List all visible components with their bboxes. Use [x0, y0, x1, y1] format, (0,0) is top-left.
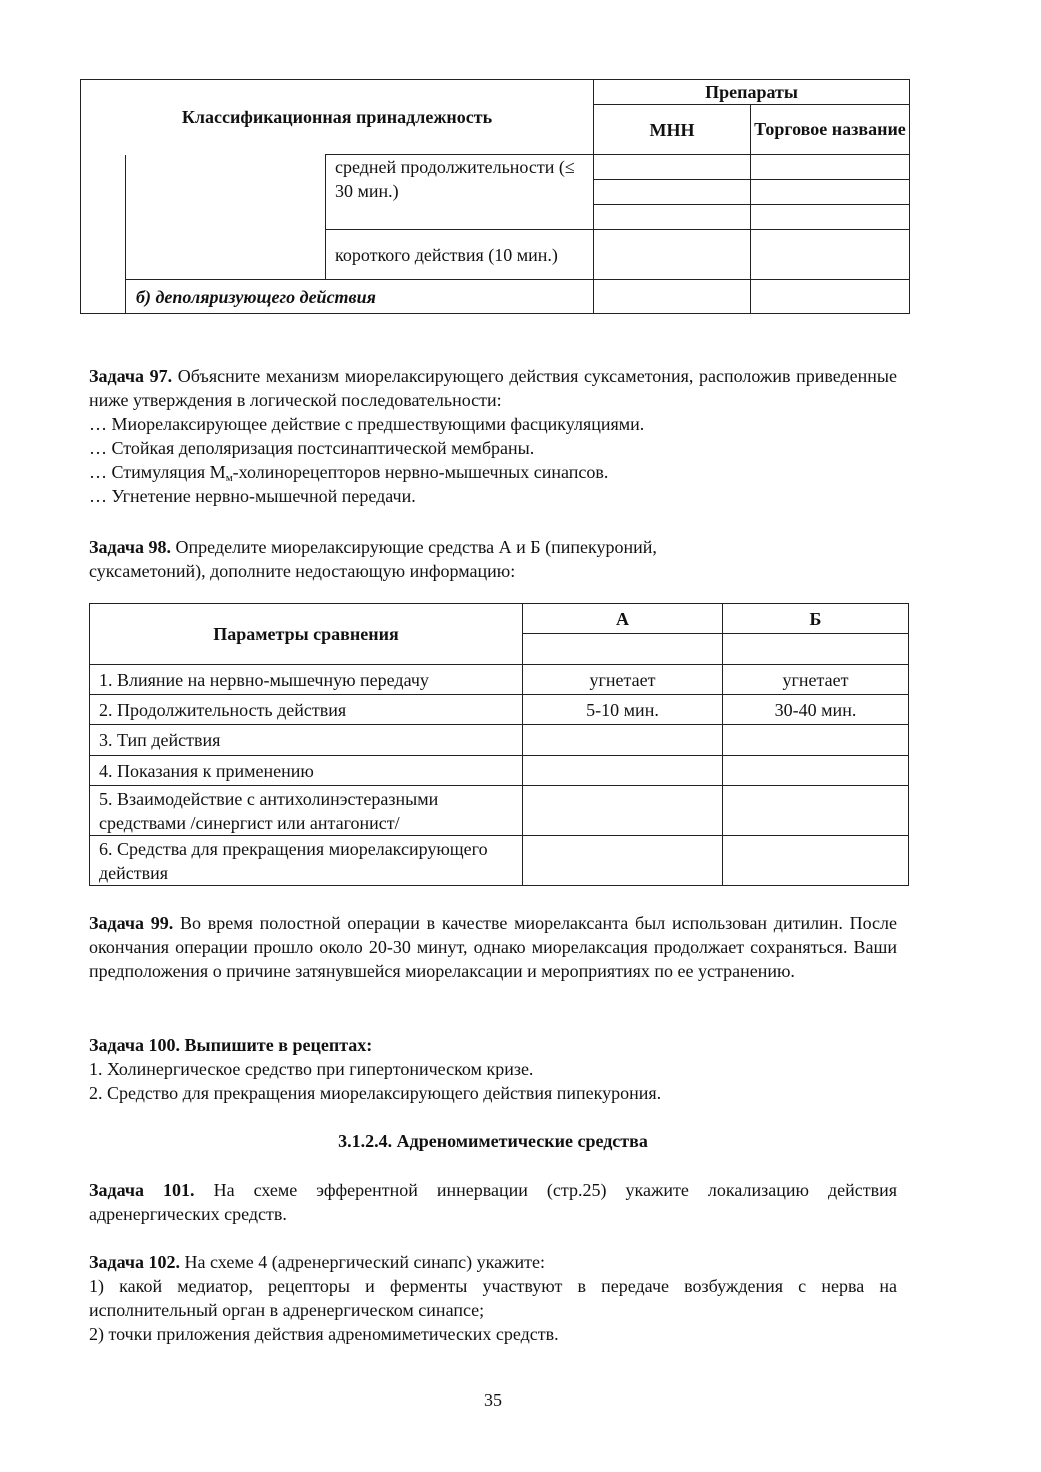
task-98-text-line2: суксаметоний), дополните недостающую информацию:	[89, 561, 516, 581]
task-99-text: Во время полостной операции в качестве миорелаксанта был использован дитилин. После окончания операции прошло около 20-30 минут, однако миорелаксация продолжает сохраняться. Ваши предположения о причине затянувшейся миорелаксации и мероприятиях по ее устранению.	[89, 913, 897, 981]
row-short-acting: короткого действия (10 мин.)	[326, 230, 594, 280]
table-row-a	[523, 756, 723, 786]
table-row-param: 5. Взаимодействие с антихолинэстеразными средствами /синергист или антагонист/	[90, 786, 523, 836]
table-row-param: 4. Показания к применению	[90, 756, 523, 786]
cell-empty	[523, 634, 723, 665]
task-102-label: Задача 102.	[89, 1252, 181, 1272]
table-row-a	[523, 836, 723, 886]
header-params: Параметры сравнения	[90, 604, 523, 665]
table-row-param: 1. Влияние на нервно-мышечную передачу	[90, 665, 523, 695]
task-101-text: На схеме эфферентной иннервации (стр.25) укажите локализацию действия адренергических средств.	[89, 1180, 897, 1224]
cell-empty	[594, 280, 751, 314]
cell-empty	[751, 280, 910, 314]
comparison-table	[89, 603, 909, 886]
cell-empty	[594, 230, 751, 280]
task-97-item-2: … Стойкая деполяризация постсинаптической мембраны.	[89, 438, 535, 458]
row-medium-duration: средней продолжительности (≤ 30 мин.)	[326, 155, 594, 230]
page-number: 35	[484, 1390, 502, 1410]
header-drugs: Препараты	[594, 80, 910, 105]
header-col-a: А	[523, 604, 723, 634]
task-97-item-1: … Миорелаксирующее действие с предшествующими фасцикуляциями.	[89, 414, 645, 434]
task-97-text: Объясните механизм миорелаксирующего действия суксаметония, расположив приведенные ниже утверждения в логической последовательности:	[89, 366, 897, 410]
header-col-b: Б	[723, 604, 909, 634]
task-98-label: Задача 98.	[89, 537, 172, 557]
table-row-param: 2. Продолжительность действия	[90, 695, 523, 725]
task-99-label: Задача 99.	[89, 913, 174, 933]
left-margin-cell	[81, 155, 126, 314]
task-99	[89, 911, 897, 983]
subscript-m: м	[225, 472, 233, 484]
table-row-b	[723, 725, 909, 756]
cell-empty	[751, 180, 910, 205]
task-97-item-3-text: … Стимуляция М	[89, 462, 226, 482]
task-97-label: Задача 97.	[89, 366, 173, 386]
cell-empty	[751, 205, 910, 230]
table-row-b: 30-40 мин.	[723, 695, 909, 725]
header-classification: Классификационная принадлежность	[81, 80, 594, 155]
row-depolarizing: б) деполяризующего действия	[126, 280, 594, 314]
task-101-label: Задача 101.	[89, 1180, 195, 1200]
table-row-b	[723, 786, 909, 836]
table-row-b: угнетает	[723, 665, 909, 695]
table-row-param: 3. Тип действия	[90, 725, 523, 756]
task-102	[89, 1250, 897, 1274]
cell-empty	[751, 155, 910, 180]
cell-empty	[594, 205, 751, 230]
header-trade-name: Торговое название	[751, 105, 910, 155]
section-title: 3.1.2.4. Адреномиметические средства	[338, 1131, 648, 1151]
spacer-cell	[126, 155, 326, 280]
task-97-item-3-rest: -холинорецепторов нервно-мышечных синапсов.	[232, 462, 609, 482]
table-row-a: угнетает	[523, 665, 723, 695]
task-101	[89, 1178, 897, 1226]
task-100-item-1: 1. Холинергическое средство при гипертоническом кризе.	[89, 1059, 534, 1079]
task-102-item-1: 1) какой медиатор, рецепторы и ферменты участвуют в передаче возбуждения с нерва на исполнительный орган в адренергическом синапсе;	[89, 1276, 897, 1320]
table-row-a: 5-10 мин.	[523, 695, 723, 725]
task-102-item-2: 2) точки приложения действия адреномиметических средств.	[89, 1324, 559, 1344]
table-row-a	[523, 725, 723, 756]
task-97-item-4: … Угнетение нервно-мышечной передачи.	[89, 486, 416, 506]
task-100-item-2: 2. Средство для прекращения миорелаксирующего действия пипекурония.	[89, 1083, 662, 1103]
cell-empty	[751, 230, 910, 280]
task-98-text-line1: Определите миорелаксирующие средства А и Б (пипекуроний,	[175, 537, 657, 557]
table-row-b	[723, 836, 909, 886]
table-row-a	[523, 786, 723, 836]
cell-empty	[594, 155, 751, 180]
task-97	[89, 364, 897, 412]
task-100-label	[89, 1033, 897, 1057]
task-102-text: На схеме 4 (адренергический синапс) укажите:	[184, 1252, 545, 1272]
table-row-b	[723, 756, 909, 786]
table-row-param: 6. Средства для прекращения миорелаксирующего действия	[90, 836, 523, 886]
task-100-heading: Задача 100. Выпишите в рецептах:	[89, 1035, 373, 1055]
cell-empty	[723, 634, 909, 665]
cell-empty	[594, 180, 751, 205]
task-98	[89, 535, 897, 559]
classification-table	[80, 79, 910, 314]
header-inn: МНН	[594, 105, 751, 155]
